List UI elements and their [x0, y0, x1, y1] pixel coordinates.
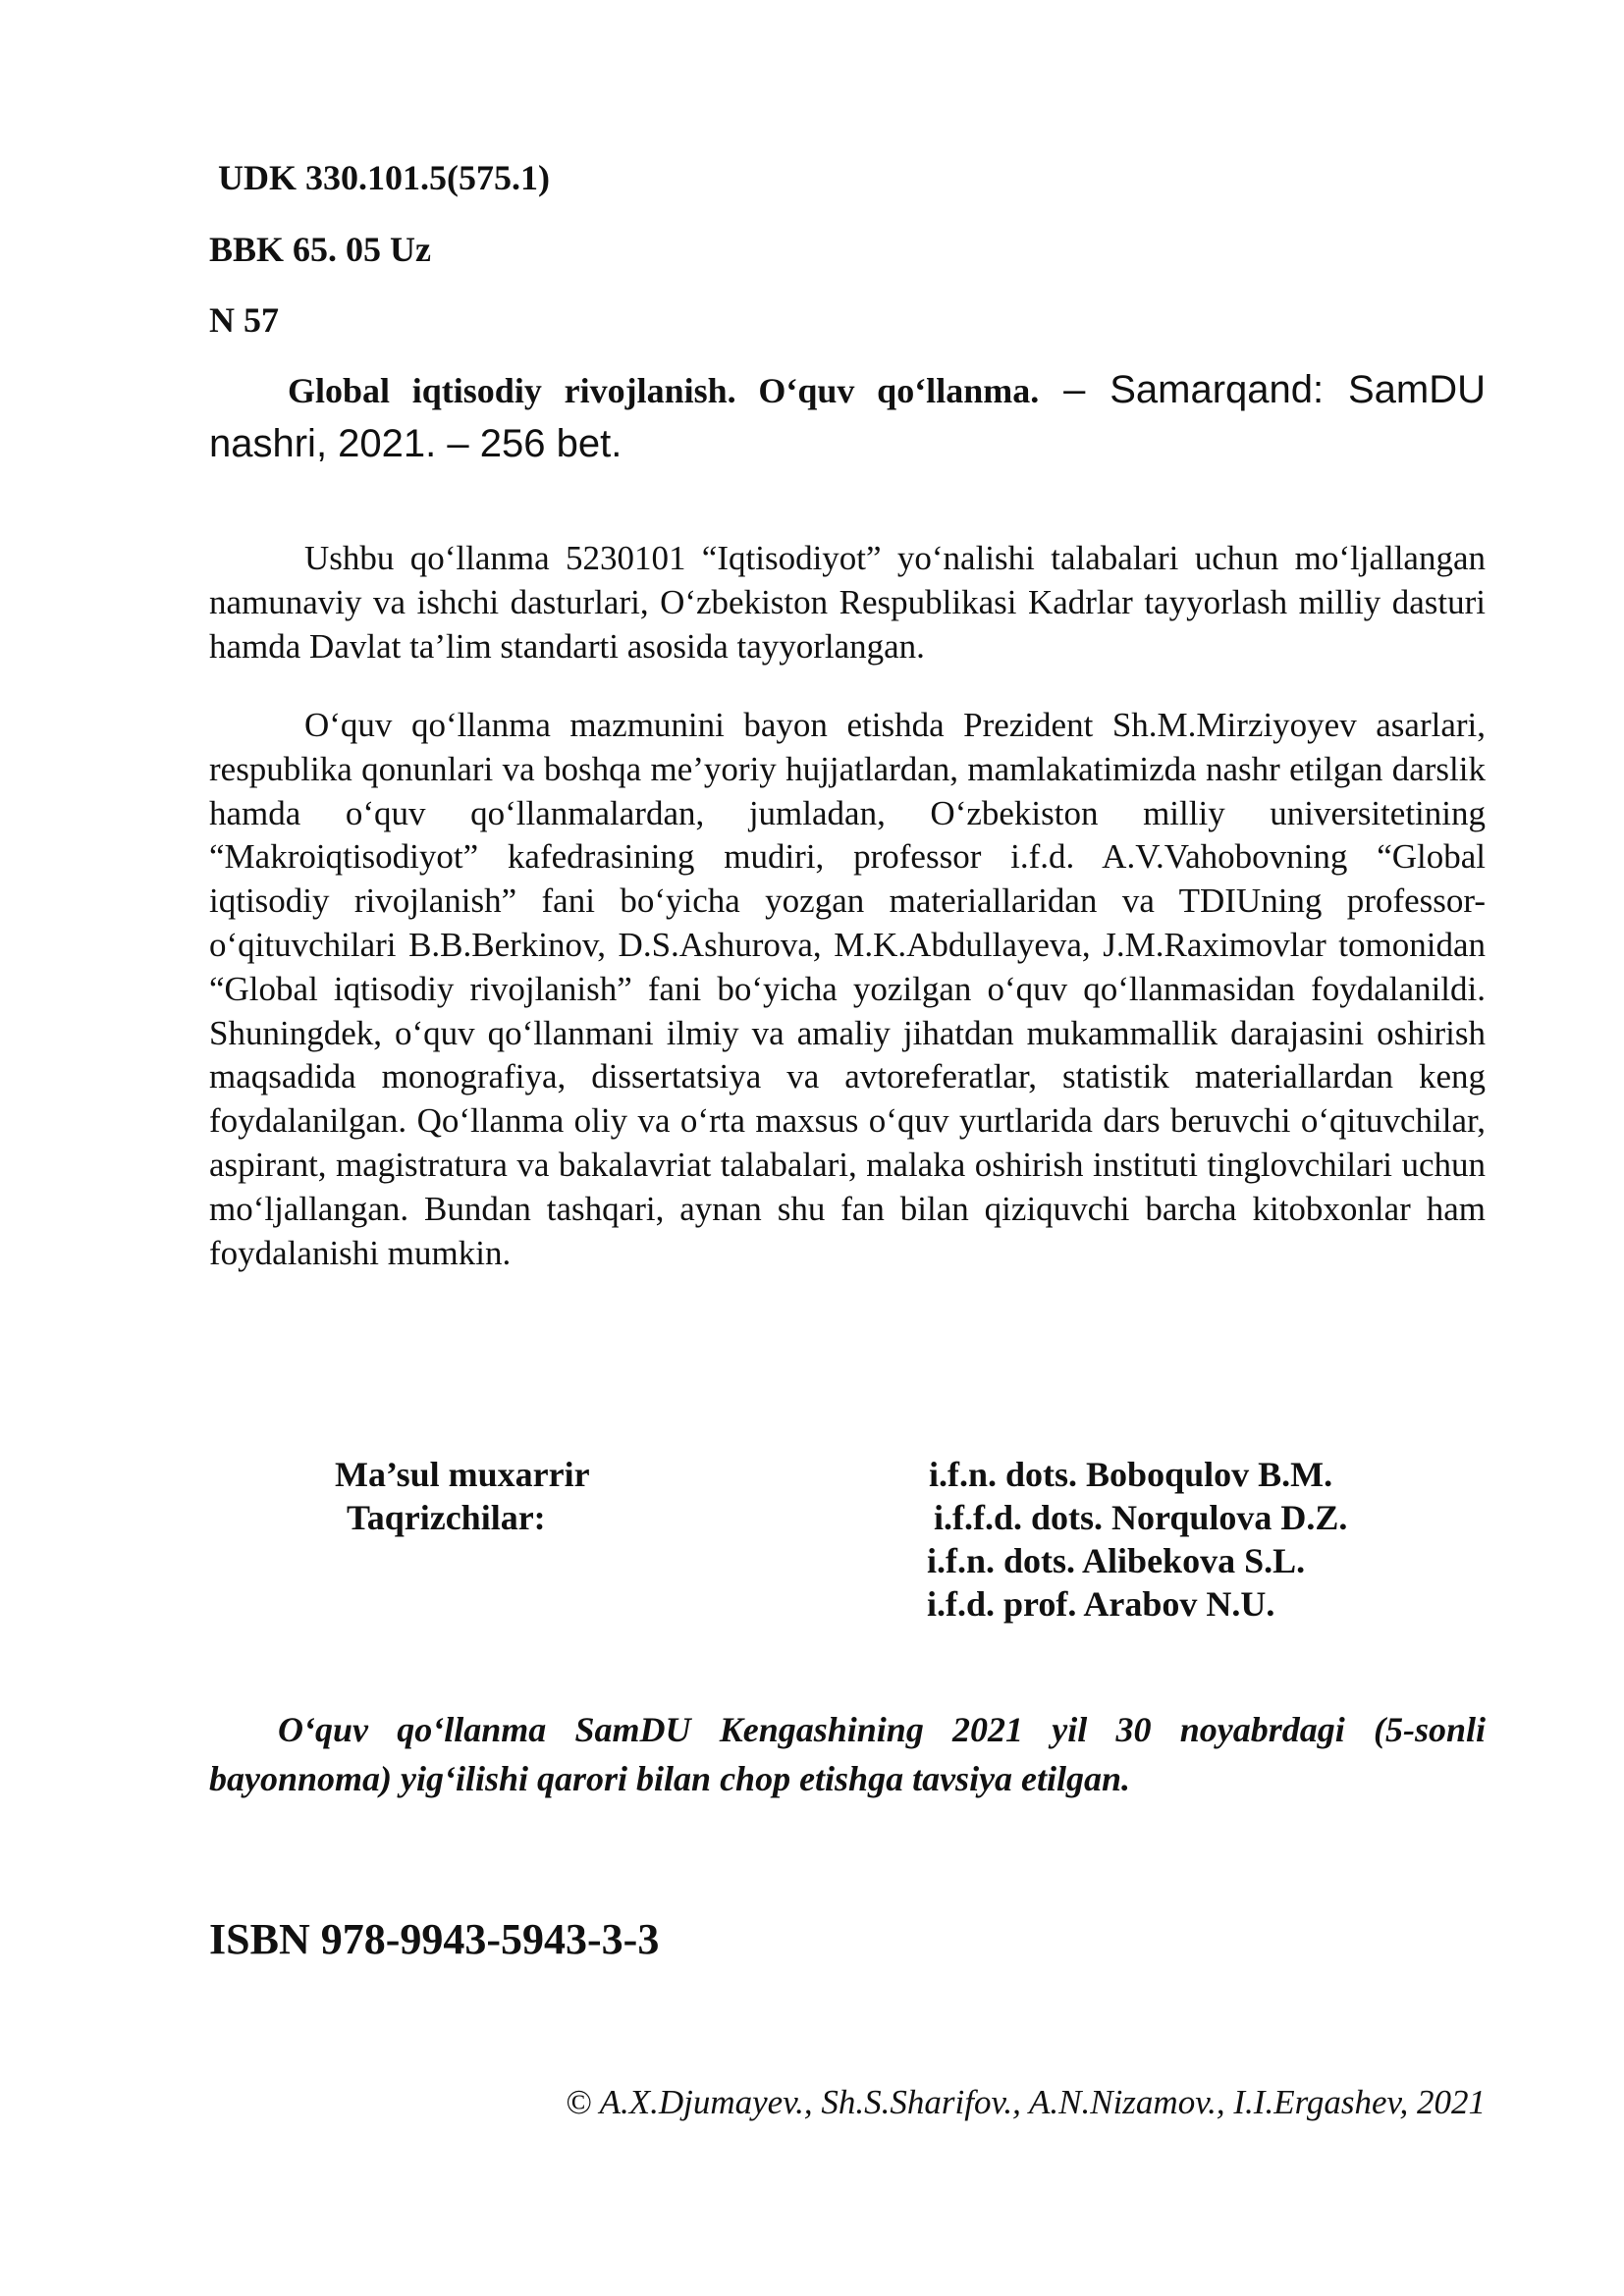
reviewer-name: i.f.n. dots. Alibekova S.L. — [927, 1541, 1306, 1580]
annotation-paragraph-1: Ushbu qo‘llanma 5230101 “Iqtisodiyot” yo‘nalishi talabalari uchun mo‘ljallangan namunaviy va ishchi dasturlari, O‘zbekiston Respublikasi Kadrlar tayyorlash milliy dasturi hamda Davlat ta’lim standarti asosida tayyorlangan. — [209, 539, 1486, 666]
reviewers-label: Taqrizchilar: — [347, 1498, 546, 1537]
imprint: – Samarqand: SamDU nashri, 2021. – 256 bet. — [209, 368, 1487, 465]
book-title: Global iqtisodiy rivojlanish. O‘quv qo‘llanma. — [288, 371, 1040, 410]
reviewer-name: i.f.f.d. dots. Norqulova D.Z. — [934, 1498, 1348, 1537]
udk-code: UDK 330.101.5(575.1) — [218, 158, 550, 197]
copyright-line: © A.X.Djumayev., Sh.S.Sharifov., A.N.Nizamov., I.I.Ergashev, 2021 — [565, 2083, 1486, 2121]
reviewer-name: i.f.d. prof. Arabov N.U. — [927, 1584, 1275, 1624]
bbk-code: BBK 65. 05 Uz — [209, 230, 432, 269]
approval-note: O‘quv qo‘llanma SamDU Kengashining 2021 yil 30 noyabrdagi (5-sonli bayonnoma) yig‘ilishi qarori bilan chop etishga tavsiya etilgan. — [209, 1710, 1486, 1798]
bibliographic-entry — [209, 363, 1486, 470]
editor-name: i.f.n. dots. Boboqulov B.M. — [929, 1455, 1333, 1494]
isbn: ISBN 978-9943-5943-3-3 — [209, 1915, 660, 1963]
annotation-paragraph-2: O‘quv qo‘llanma mazmunini bayon etishda Prezident Sh.M.Mirziyoyev asarlari, respublika qonunlari va boshqa me’yoriy hujjatlardan, mamlakatimizda nashr etilgan darslik hamda o‘quv qo‘llanmalardan, jumladan, O‘zbekiston milliy universitetining “Makroiqtisodiyot” kafedrasining mudiri, professor i.f.d. A.V.Vahobovning “Global iqtisodiy rivojlanish” fani bo‘yicha yozgan materiallaridan va TDIUning professor-o‘qituvchilari B.B.Berkinov, D.S.Ashurova, M.K.Abdullayeva, J.M.Raximovlar tomonidan “Global iqtisodiy rivojlanish” fani bo‘yicha yozilgan o‘quv qo‘llanmasidan foydalanildi. Shuningdek, o‘quv qo‘llanmani ilmiy va amaliy jihatdan mukammallik darajasini oshirish maqsadida monografiya, dissertatsiya va avtoreferatlar, statistik materiallardan keng foydalanilgan. Qo‘llanma oliy va o‘rta maxsus o‘quv yurtlarida dars beruvchi o‘qituvchilar, aspirant, magistratura va bakalavriat talabalari, malaka oshirish instituti tinglovchilari uchun mo‘ljallangan. Bundan tashqari, aynan shu fan bilan qiziquvchi barcha kitobxonlar ham foydalanishi mumkin. — [209, 706, 1486, 1272]
author-mark-code: N 57 — [209, 300, 279, 340]
editor-label: Ma’sul muxarrir — [335, 1455, 590, 1494]
